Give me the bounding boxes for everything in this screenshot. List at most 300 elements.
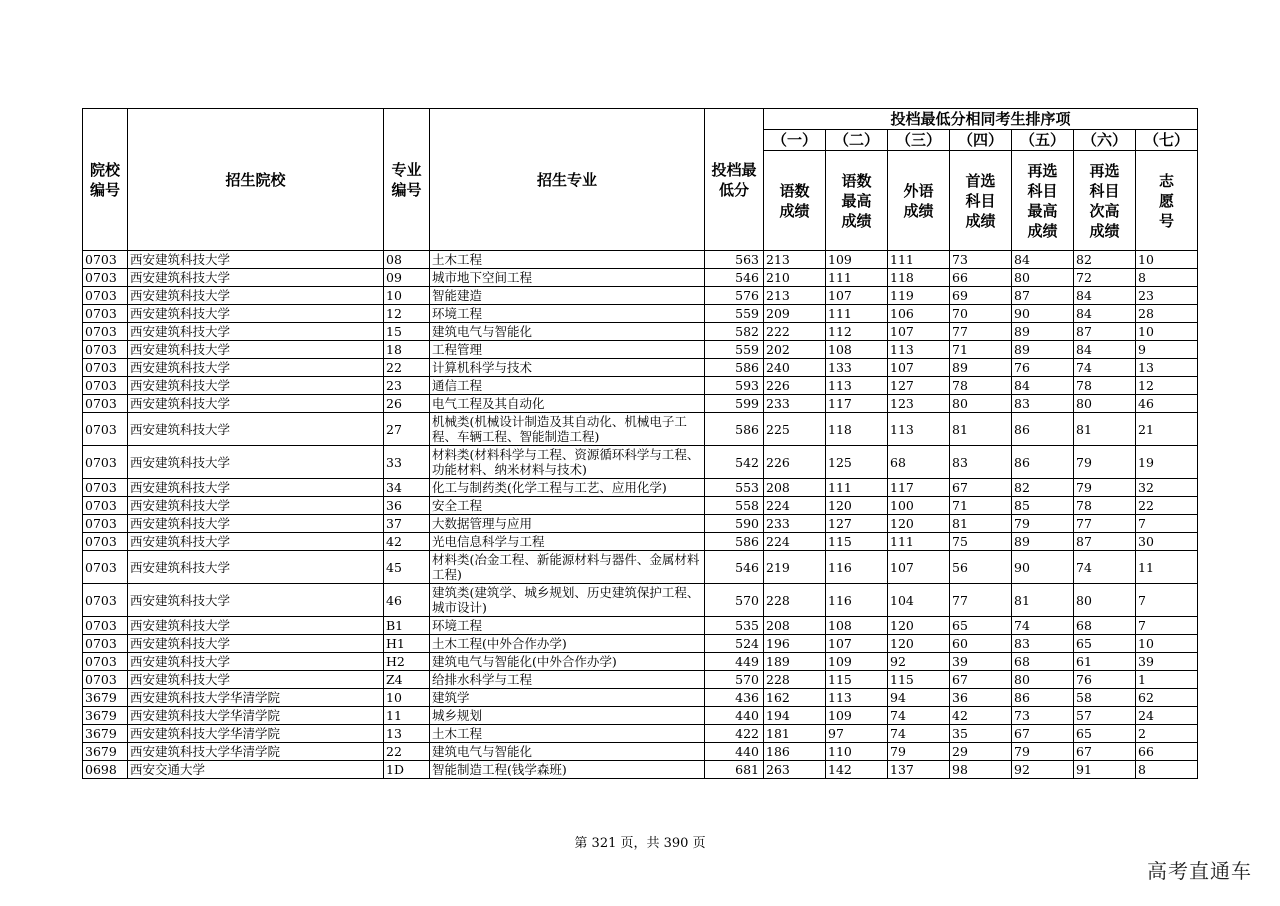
cell-first-subject: 98 [950, 761, 1012, 779]
cell-school-code: 0703 [83, 287, 128, 305]
cell-min-score: 586 [705, 413, 764, 446]
cell-school-code: 0703 [83, 395, 128, 413]
cell-elective-second: 78 [1074, 377, 1136, 395]
cell-elective-second: 57 [1074, 707, 1136, 725]
cell-foreign-lang: 120 [888, 617, 950, 635]
cell-elective-max: 89 [1012, 323, 1074, 341]
header-tiebreak-num-5: （五） [1012, 130, 1074, 151]
cell-elective-second: 87 [1074, 323, 1136, 341]
cell-min-score: 440 [705, 707, 764, 725]
cell-chinese-math-max: 116 [826, 551, 888, 584]
cell-major-name: 电气工程及其自动化 [430, 395, 705, 413]
cell-chinese-math-max: 117 [826, 395, 888, 413]
table-row [83, 671, 1198, 689]
cell-major-name: 建筑电气与智能化(中外合作办学) [430, 653, 705, 671]
cell-chinese-math: 186 [764, 743, 826, 761]
cell-chinese-math: 189 [764, 653, 826, 671]
cell-chinese-math: 213 [764, 287, 826, 305]
cell-first-subject: 81 [950, 515, 1012, 533]
cell-choice-number: 23 [1136, 287, 1198, 305]
header-tiebreak-title: 投档最低分相同考生排序项 [764, 109, 1198, 130]
cell-foreign-lang: 106 [888, 305, 950, 323]
cell-major-name: 城乡规划 [430, 707, 705, 725]
cell-first-subject: 73 [950, 251, 1012, 269]
cell-school-name: 西安建筑科技大学 [128, 359, 384, 377]
cell-school-name: 西安建筑科技大学 [128, 515, 384, 533]
cell-school-code: 3679 [83, 743, 128, 761]
cell-elective-max: 83 [1012, 635, 1074, 653]
cell-major-name: 光电信息科学与工程 [430, 533, 705, 551]
cell-major-name: 大数据管理与应用 [430, 515, 705, 533]
cell-elective-max: 86 [1012, 446, 1074, 479]
cell-chinese-math: 162 [764, 689, 826, 707]
header-tiebreak-num-3: （三） [888, 130, 950, 151]
cell-major-name: 安全工程 [430, 497, 705, 515]
cell-min-score: 449 [705, 653, 764, 671]
cell-elective-second: 74 [1074, 551, 1136, 584]
table-row [83, 725, 1198, 743]
cell-elective-max: 79 [1012, 515, 1074, 533]
header-tiebreak-label-5: 再选科目最高成绩 [1012, 151, 1074, 251]
admission-score-sheet [82, 108, 1197, 779]
cell-foreign-lang: 100 [888, 497, 950, 515]
cell-first-subject: 70 [950, 305, 1012, 323]
cell-major-name: 城市地下空间工程 [430, 269, 705, 287]
cell-elective-max: 82 [1012, 479, 1074, 497]
cell-elective-max: 92 [1012, 761, 1074, 779]
table-row [83, 551, 1198, 584]
cell-chinese-math: 228 [764, 584, 826, 617]
table-row [83, 287, 1198, 305]
cell-first-subject: 35 [950, 725, 1012, 743]
cell-chinese-math-max: 127 [826, 515, 888, 533]
cell-chinese-math-max: 133 [826, 359, 888, 377]
cell-chinese-math-max: 120 [826, 497, 888, 515]
cell-elective-second: 79 [1074, 479, 1136, 497]
cell-choice-number: 7 [1136, 515, 1198, 533]
cell-school-name: 西安建筑科技大学 [128, 323, 384, 341]
cell-school-name: 西安建筑科技大学 [128, 635, 384, 653]
cell-first-subject: 83 [950, 446, 1012, 479]
table-row [83, 479, 1198, 497]
cell-min-score: 558 [705, 497, 764, 515]
cell-school-code: 0703 [83, 653, 128, 671]
cell-school-name: 西安建筑科技大学 [128, 533, 384, 551]
table-row [83, 359, 1198, 377]
cell-school-name: 西安建筑科技大学华清学院 [128, 725, 384, 743]
table-row [83, 395, 1198, 413]
cell-choice-number: 10 [1136, 251, 1198, 269]
cell-school-name: 西安建筑科技大学 [128, 269, 384, 287]
cell-choice-number: 11 [1136, 551, 1198, 584]
cell-major-code: B1 [384, 617, 430, 635]
cell-chinese-math: 233 [764, 395, 826, 413]
cell-elective-second: 82 [1074, 251, 1136, 269]
cell-first-subject: 65 [950, 617, 1012, 635]
table-row [83, 761, 1198, 779]
cell-major-name: 给排水科学与工程 [430, 671, 705, 689]
table-row [83, 515, 1198, 533]
cell-major-name: 土木工程(中外合作办学) [430, 635, 705, 653]
cell-school-code: 0703 [83, 551, 128, 584]
cell-elective-max: 87 [1012, 287, 1074, 305]
cell-choice-number: 62 [1136, 689, 1198, 707]
table-row [83, 584, 1198, 617]
header-major-code: 专业编号 [384, 109, 430, 251]
header-tiebreak-num-1: （一） [764, 130, 826, 151]
cell-min-score: 570 [705, 584, 764, 617]
cell-choice-number: 66 [1136, 743, 1198, 761]
cell-school-code: 0703 [83, 446, 128, 479]
cell-elective-second: 72 [1074, 269, 1136, 287]
cell-choice-number: 13 [1136, 359, 1198, 377]
cell-foreign-lang: 74 [888, 725, 950, 743]
cell-chinese-math: 210 [764, 269, 826, 287]
cell-chinese-math: 226 [764, 377, 826, 395]
cell-chinese-math-max: 113 [826, 689, 888, 707]
cell-first-subject: 71 [950, 341, 1012, 359]
cell-foreign-lang: 118 [888, 269, 950, 287]
cell-major-code: H2 [384, 653, 430, 671]
cell-elective-second: 81 [1074, 413, 1136, 446]
cell-chinese-math: 233 [764, 515, 826, 533]
cell-elective-max: 90 [1012, 305, 1074, 323]
cell-min-score: 586 [705, 359, 764, 377]
cell-foreign-lang: 123 [888, 395, 950, 413]
cell-school-name: 西安建筑科技大学 [128, 377, 384, 395]
cell-chinese-math: 224 [764, 533, 826, 551]
cell-chinese-math: 196 [764, 635, 826, 653]
cell-school-code: 0703 [83, 359, 128, 377]
cell-school-name: 西安建筑科技大学 [128, 479, 384, 497]
table-row [83, 446, 1198, 479]
cell-major-name: 建筑电气与智能化 [430, 323, 705, 341]
cell-chinese-math: 181 [764, 725, 826, 743]
cell-first-subject: 69 [950, 287, 1012, 305]
cell-school-code: 0703 [83, 617, 128, 635]
cell-school-name: 西安建筑科技大学 [128, 617, 384, 635]
cell-foreign-lang: 94 [888, 689, 950, 707]
header-school-name: 招生院校 [128, 109, 384, 251]
cell-major-code: 22 [384, 359, 430, 377]
cell-choice-number: 28 [1136, 305, 1198, 323]
cell-min-score: 582 [705, 323, 764, 341]
cell-chinese-math-max: 109 [826, 707, 888, 725]
header-tiebreak-num-7: （七） [1136, 130, 1198, 151]
cell-chinese-math: 194 [764, 707, 826, 725]
cell-chinese-math: 263 [764, 761, 826, 779]
cell-school-name: 西安建筑科技大学华清学院 [128, 743, 384, 761]
cell-choice-number: 7 [1136, 617, 1198, 635]
cell-first-subject: 66 [950, 269, 1012, 287]
cell-min-score: 586 [705, 533, 764, 551]
header-school-code: 院校编号 [83, 109, 128, 251]
cell-foreign-lang: 74 [888, 707, 950, 725]
cell-major-code: 45 [384, 551, 430, 584]
cell-foreign-lang: 137 [888, 761, 950, 779]
cell-first-subject: 81 [950, 413, 1012, 446]
cell-school-name: 西安建筑科技大学 [128, 653, 384, 671]
cell-school-name: 西安建筑科技大学 [128, 551, 384, 584]
cell-chinese-math: 240 [764, 359, 826, 377]
cell-chinese-math: 208 [764, 479, 826, 497]
header-tiebreak-label-2: 语数最高成绩 [826, 151, 888, 251]
cell-major-code: 22 [384, 743, 430, 761]
cell-first-subject: 77 [950, 323, 1012, 341]
table-row [83, 269, 1198, 287]
cell-chinese-math: 226 [764, 446, 826, 479]
cell-chinese-math-max: 113 [826, 377, 888, 395]
cell-chinese-math-max: 115 [826, 533, 888, 551]
cell-major-name: 建筑学 [430, 689, 705, 707]
cell-first-subject: 60 [950, 635, 1012, 653]
cell-major-code: 11 [384, 707, 430, 725]
cell-elective-max: 90 [1012, 551, 1074, 584]
cell-foreign-lang: 117 [888, 479, 950, 497]
cell-foreign-lang: 68 [888, 446, 950, 479]
cell-elective-max: 86 [1012, 689, 1074, 707]
table-row [83, 341, 1198, 359]
cell-major-code: 26 [384, 395, 430, 413]
cell-school-code: 3679 [83, 725, 128, 743]
page-number: 第 321 页，共 390 页 [574, 836, 706, 851]
cell-first-subject: 78 [950, 377, 1012, 395]
cell-major-code: 36 [384, 497, 430, 515]
table-row [83, 251, 1198, 269]
cell-school-name: 西安建筑科技大学 [128, 413, 384, 446]
cell-major-name: 机械类(机械设计制造及其自动化、机械电子工程、车辆工程、智能制造工程) [430, 413, 705, 446]
cell-choice-number: 19 [1136, 446, 1198, 479]
cell-foreign-lang: 120 [888, 515, 950, 533]
cell-elective-second: 80 [1074, 395, 1136, 413]
cell-choice-number: 10 [1136, 323, 1198, 341]
cell-elective-max: 83 [1012, 395, 1074, 413]
cell-major-name: 土木工程 [430, 725, 705, 743]
cell-major-code: 23 [384, 377, 430, 395]
cell-major-code: Z4 [384, 671, 430, 689]
cell-first-subject: 67 [950, 671, 1012, 689]
table-body [83, 251, 1198, 779]
cell-major-name: 智能建造 [430, 287, 705, 305]
cell-chinese-math-max: 118 [826, 413, 888, 446]
cell-chinese-math: 209 [764, 305, 826, 323]
header-tiebreak-label-4: 首选科目成绩 [950, 151, 1012, 251]
cell-choice-number: 8 [1136, 761, 1198, 779]
cell-school-code: 0703 [83, 323, 128, 341]
cell-school-name: 西安建筑科技大学 [128, 584, 384, 617]
cell-school-name: 西安建筑科技大学 [128, 671, 384, 689]
cell-major-code: 33 [384, 446, 430, 479]
header-tiebreak-num-6: （六） [1074, 130, 1136, 151]
cell-min-score: 576 [705, 287, 764, 305]
cell-chinese-math-max: 107 [826, 635, 888, 653]
cell-foreign-lang: 119 [888, 287, 950, 305]
cell-chinese-math-max: 109 [826, 653, 888, 671]
cell-school-code: 3679 [83, 707, 128, 725]
cell-elective-second: 80 [1074, 584, 1136, 617]
cell-chinese-math: 208 [764, 617, 826, 635]
cell-chinese-math-max: 111 [826, 269, 888, 287]
cell-elective-max: 80 [1012, 671, 1074, 689]
table-row [83, 533, 1198, 551]
cell-choice-number: 30 [1136, 533, 1198, 551]
cell-min-score: 546 [705, 551, 764, 584]
cell-major-name: 工程管理 [430, 341, 705, 359]
header-tiebreak-num-2: （二） [826, 130, 888, 151]
cell-chinese-math-max: 111 [826, 479, 888, 497]
header-major-name: 招生专业 [430, 109, 705, 251]
cell-foreign-lang: 107 [888, 323, 950, 341]
cell-foreign-lang: 113 [888, 341, 950, 359]
cell-major-code: 10 [384, 287, 430, 305]
cell-chinese-math-max: 108 [826, 617, 888, 635]
cell-chinese-math-max: 110 [826, 743, 888, 761]
cell-min-score: 559 [705, 341, 764, 359]
cell-elective-second: 77 [1074, 515, 1136, 533]
cell-min-score: 422 [705, 725, 764, 743]
cell-elective-max: 80 [1012, 269, 1074, 287]
cell-elective-second: 74 [1074, 359, 1136, 377]
cell-min-score: 542 [705, 446, 764, 479]
cell-school-code: 0703 [83, 497, 128, 515]
cell-school-name: 西安建筑科技大学华清学院 [128, 689, 384, 707]
table-row [83, 305, 1198, 323]
cell-major-name: 智能制造工程(钱学森班) [430, 761, 705, 779]
cell-min-score: 681 [705, 761, 764, 779]
cell-first-subject: 36 [950, 689, 1012, 707]
cell-choice-number: 22 [1136, 497, 1198, 515]
table-row [83, 413, 1198, 446]
cell-major-code: 42 [384, 533, 430, 551]
cell-elective-max: 89 [1012, 341, 1074, 359]
cell-chinese-math-max: 142 [826, 761, 888, 779]
cell-school-code: 0703 [83, 413, 128, 446]
cell-min-score: 590 [705, 515, 764, 533]
cell-choice-number: 8 [1136, 269, 1198, 287]
table-row [83, 377, 1198, 395]
cell-min-score: 535 [705, 617, 764, 635]
cell-major-name: 材料类(冶金工程、新能源材料与器件、金属材料工程) [430, 551, 705, 584]
cell-major-name: 化工与制药类(化学工程与工艺、应用化学) [430, 479, 705, 497]
cell-choice-number: 21 [1136, 413, 1198, 446]
cell-elective-max: 86 [1012, 413, 1074, 446]
cell-elective-second: 65 [1074, 725, 1136, 743]
table-row [83, 689, 1198, 707]
cell-elective-second: 61 [1074, 653, 1136, 671]
cell-first-subject: 67 [950, 479, 1012, 497]
cell-min-score: 563 [705, 251, 764, 269]
cell-foreign-lang: 92 [888, 653, 950, 671]
cell-foreign-lang: 115 [888, 671, 950, 689]
cell-major-code: 27 [384, 413, 430, 446]
cell-school-code: 0703 [83, 305, 128, 323]
cell-school-code: 0703 [83, 377, 128, 395]
cell-elective-second: 58 [1074, 689, 1136, 707]
cell-chinese-math: 202 [764, 341, 826, 359]
cell-major-code: 10 [384, 689, 430, 707]
cell-foreign-lang: 107 [888, 551, 950, 584]
cell-choice-number: 1 [1136, 671, 1198, 689]
admission-table [82, 108, 1198, 779]
cell-elective-second: 84 [1074, 287, 1136, 305]
cell-chinese-math: 219 [764, 551, 826, 584]
cell-chinese-math-max: 108 [826, 341, 888, 359]
table-row [83, 497, 1198, 515]
cell-school-name: 西安建筑科技大学 [128, 287, 384, 305]
header-tiebreak-num-4: （四） [950, 130, 1012, 151]
cell-school-name: 西安建筑科技大学 [128, 497, 384, 515]
cell-first-subject: 39 [950, 653, 1012, 671]
cell-elective-max: 73 [1012, 707, 1074, 725]
cell-foreign-lang: 111 [888, 533, 950, 551]
cell-elective-max: 89 [1012, 533, 1074, 551]
cell-major-code: 46 [384, 584, 430, 617]
cell-first-subject: 89 [950, 359, 1012, 377]
cell-elective-max: 68 [1012, 653, 1074, 671]
cell-major-code: 34 [384, 479, 430, 497]
cell-elective-max: 81 [1012, 584, 1074, 617]
cell-min-score: 559 [705, 305, 764, 323]
cell-major-name: 通信工程 [430, 377, 705, 395]
header-min-score: 投档最低分 [705, 109, 764, 251]
cell-major-name: 建筑类(建筑学、城乡规划、历史建筑保护工程、城市设计) [430, 584, 705, 617]
cell-elective-max: 79 [1012, 743, 1074, 761]
cell-school-name: 西安建筑科技大学华清学院 [128, 707, 384, 725]
cell-min-score: 570 [705, 671, 764, 689]
cell-elective-max: 85 [1012, 497, 1074, 515]
cell-major-code: 1D [384, 761, 430, 779]
cell-school-code: 0703 [83, 269, 128, 287]
cell-foreign-lang: 104 [888, 584, 950, 617]
cell-school-name: 西安建筑科技大学 [128, 395, 384, 413]
cell-min-score: 593 [705, 377, 764, 395]
cell-foreign-lang: 111 [888, 251, 950, 269]
cell-elective-max: 84 [1012, 377, 1074, 395]
cell-elective-max: 74 [1012, 617, 1074, 635]
cell-school-name: 西安交通大学 [128, 761, 384, 779]
cell-foreign-lang: 127 [888, 377, 950, 395]
cell-chinese-math-max: 97 [826, 725, 888, 743]
cell-elective-second: 67 [1074, 743, 1136, 761]
cell-elective-second: 76 [1074, 671, 1136, 689]
cell-chinese-math-max: 116 [826, 584, 888, 617]
cell-major-code: 12 [384, 305, 430, 323]
cell-school-code: 0703 [83, 635, 128, 653]
cell-major-name: 计算机科学与技术 [430, 359, 705, 377]
cell-min-score: 553 [705, 479, 764, 497]
cell-major-name: 环境工程 [430, 617, 705, 635]
cell-school-code: 0698 [83, 761, 128, 779]
cell-choice-number: 7 [1136, 584, 1198, 617]
cell-chinese-math: 224 [764, 497, 826, 515]
cell-first-subject: 80 [950, 395, 1012, 413]
cell-major-name: 环境工程 [430, 305, 705, 323]
cell-major-code: 08 [384, 251, 430, 269]
cell-chinese-math-max: 125 [826, 446, 888, 479]
cell-first-subject: 56 [950, 551, 1012, 584]
cell-school-name: 西安建筑科技大学 [128, 446, 384, 479]
cell-major-code: 13 [384, 725, 430, 743]
cell-chinese-math-max: 109 [826, 251, 888, 269]
cell-first-subject: 29 [950, 743, 1012, 761]
cell-elective-max: 76 [1012, 359, 1074, 377]
cell-foreign-lang: 107 [888, 359, 950, 377]
cell-elective-second: 68 [1074, 617, 1136, 635]
cell-choice-number: 10 [1136, 635, 1198, 653]
cell-choice-number: 32 [1136, 479, 1198, 497]
cell-major-name: 土木工程 [430, 251, 705, 269]
cell-school-code: 0703 [83, 479, 128, 497]
